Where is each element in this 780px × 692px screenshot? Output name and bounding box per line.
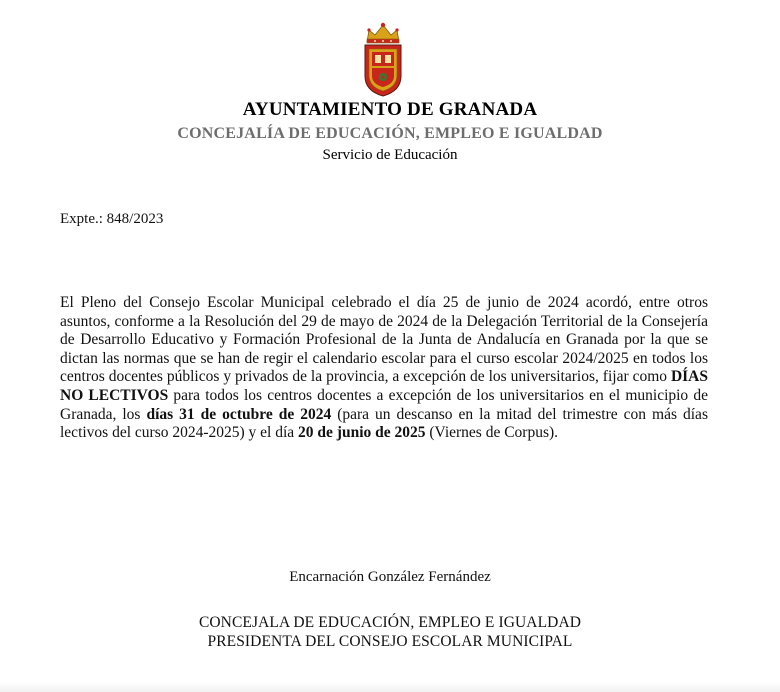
non-teaching-days-label: DÍAS NO LECTIVOS <box>60 368 708 404</box>
organization-title: AYUNTAMIENTO DE GRANADA <box>242 99 538 120</box>
department-title: CONCEJALÍA DE EDUCACIÓN, EMPLEO E IGUALDAD <box>177 125 603 142</box>
second-date-highlight: 20 de junio de 2025 <box>298 424 426 442</box>
paragraph-text-4: (Viernes de Corpus). <box>425 424 559 442</box>
signer-role-line-2: PRESIDENTA DEL CONSEJO ESCOLAR MUNICIPAL <box>207 633 573 650</box>
service-name: Servicio de Educación <box>322 147 458 163</box>
paragraph-text-3: (para un descanso en la mitad del trimestre con más días lectivos del curso 2024-2025) y el día <box>60 405 708 442</box>
signer-name: Encarnación González Fernández <box>289 569 491 585</box>
crown-icon <box>367 23 399 43</box>
file-number: Expte.: 848/2023 <box>60 211 164 227</box>
resolution-paragraph <box>60 294 708 443</box>
shield-icon <box>365 45 401 96</box>
paragraph-text-2: para todos los centros docentes a excepción de los universitarios en el municipio de Granada, los <box>60 386 708 423</box>
signer-role-line-1: CONCEJALA DE EDUCACIÓN, EMPLEO E IGUALDAD <box>198 614 582 631</box>
coat-of-arms-icon <box>358 20 408 98</box>
first-date-highlight: días 31 de octubre de 2024 <box>146 405 332 423</box>
page-bottom-edge <box>0 682 780 692</box>
paragraph-text-1: El Pleno del Consejo Escolar Municipal celebrado el día 25 de junio de 2024 acordó, entre otros asuntos, conforme a la Resolución del 29 de mayo de 2024 de la Delegación Territorial de la Consejería de Desarrollo Educativo y Formación Profesional de la Junta de Andalucía en Granada por la que se dictan las normas que se han de regir el calendario escolar para el curso escolar 2024/2025 en todos los centros docentes públicos y privados de la provincia, a excepción de los universitarios, fijar como <box>60 294 708 386</box>
